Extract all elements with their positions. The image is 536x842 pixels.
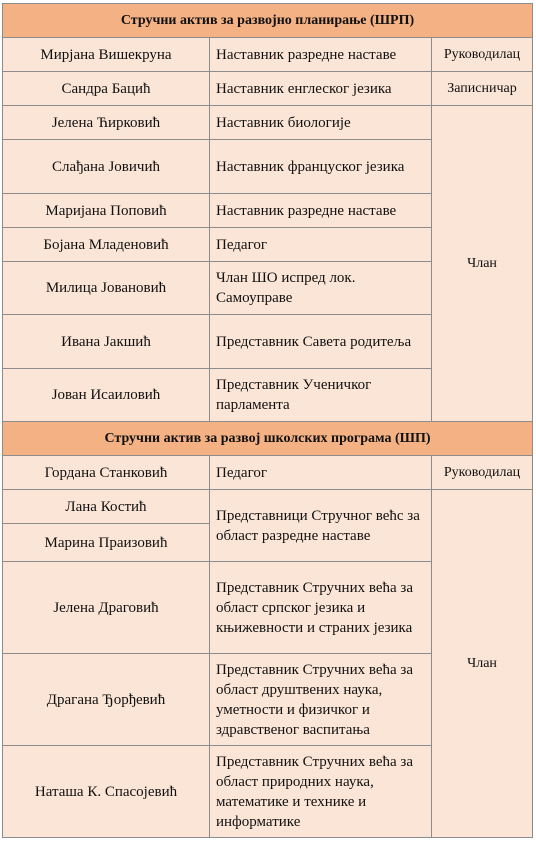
member-role: Представник Стручних већа за област српског језика и књижевности и страних језика bbox=[210, 562, 432, 654]
member-role: Наставник разредне наставе bbox=[210, 38, 432, 72]
member-role: Наставник енглеског језика bbox=[210, 72, 432, 106]
member-position: Члан bbox=[432, 490, 533, 838]
member-name: Наташа К. Спасојевић bbox=[3, 746, 210, 838]
table-row bbox=[3, 38, 533, 72]
member-name: Лана Костић bbox=[3, 490, 210, 524]
member-role: Педагог bbox=[210, 456, 432, 490]
member-role-shared: Представници Стручног већс за област разредне наставе bbox=[210, 490, 432, 562]
member-name: Милица Јовановић bbox=[3, 262, 210, 315]
section-header-row bbox=[3, 4, 533, 38]
member-name: Сандра Бацић bbox=[3, 72, 210, 106]
member-role: Педагог bbox=[210, 228, 432, 262]
member-name: Јелена Ћирковић bbox=[3, 106, 210, 140]
member-name: Маријана Поповић bbox=[3, 194, 210, 228]
member-role: Представник Ученичког парламента bbox=[210, 369, 432, 422]
member-name: Ивана Јакшић bbox=[3, 315, 210, 369]
member-name: Гордана Станковић bbox=[3, 456, 210, 490]
member-position: Руководилац bbox=[432, 38, 533, 72]
member-position: Записничар bbox=[432, 72, 533, 106]
table-row bbox=[3, 106, 533, 140]
section-title-shp: Стручни актив за развој школских програма (ШП) bbox=[3, 422, 533, 456]
member-name: Драгана Ђорђевић bbox=[3, 654, 210, 746]
member-name: Марина Праизовић bbox=[3, 524, 210, 562]
member-name: Јован Исаиловић bbox=[3, 369, 210, 422]
table-row bbox=[3, 456, 533, 490]
section-header-row bbox=[3, 422, 533, 456]
member-role: Члан ШО испред лок. Самоуправе bbox=[210, 262, 432, 315]
member-name: Бојана Младеновић bbox=[3, 228, 210, 262]
member-role: Наставник разредне наставе bbox=[210, 194, 432, 228]
member-name: Јелена Драговић bbox=[3, 562, 210, 654]
member-role: Наставник биологије bbox=[210, 106, 432, 140]
section-title-shrp: Стручни актив за развојно планирање (ШРП) bbox=[3, 4, 533, 38]
member-name: Слађана Јовичић bbox=[3, 140, 210, 194]
member-position: Руководилац bbox=[432, 456, 533, 490]
member-role: Представник Стручних већа за област друштвених наука, уметности и физичког и здравственог васпитања bbox=[210, 654, 432, 746]
table-row bbox=[3, 72, 533, 106]
member-name: Мирјана Вишекруна bbox=[3, 38, 210, 72]
member-position: Члан bbox=[432, 106, 533, 422]
table-row bbox=[3, 490, 533, 524]
member-role: Представник Савета родитеља bbox=[210, 315, 432, 369]
member-role: Наставник француског језика bbox=[210, 140, 432, 194]
committee-table bbox=[2, 3, 533, 838]
member-role: Представник Стручних већа за област природних наука, математике и технике и информатике bbox=[210, 746, 432, 838]
